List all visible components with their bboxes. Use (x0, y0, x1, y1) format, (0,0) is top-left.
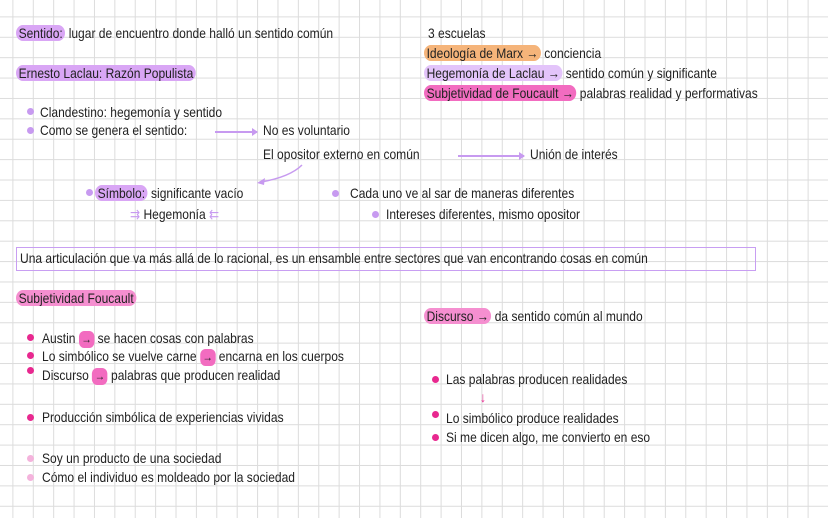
escuela-label: Ideología de Marx → (424, 45, 541, 61)
curved-arrow-icon (255, 162, 305, 187)
bullet-icon (27, 414, 34, 421)
discurso-highlight: Discurso → (424, 308, 491, 324)
como-individuo: Cómo el individuo es moldeado por la sociedad (42, 469, 296, 485)
arrow-icon (458, 155, 524, 157)
bullet-clandestino: Clandestino: hegemonía y sentido (40, 104, 223, 120)
bullet-icon (432, 434, 439, 441)
bullet-icon (27, 455, 34, 462)
text: Austin (42, 330, 76, 346)
escuela-text: conciencia (540, 45, 602, 61)
laclau-title-wrap (16, 65, 196, 82)
laclau-title: Ernesto Laclau: Razón Populista (16, 65, 196, 81)
arrow-icon: → (79, 331, 94, 348)
escuelas-title: 3 escuelas (428, 25, 486, 41)
cada-uno: Cada uno ve al sar de maneras diferentes (350, 185, 575, 201)
intereses: Intereses diferentes, mismo opositor (386, 206, 581, 222)
sentido-text: lugar de encuentro donde halló un sentido común (65, 25, 334, 41)
simbolo-highlight: Símbolo: (95, 185, 148, 201)
escuela-foucault (424, 85, 758, 102)
discurso-text: da sentido común al mundo (491, 308, 643, 324)
simbolico-line (42, 348, 344, 366)
austin-line (42, 330, 254, 348)
text: Discurso (42, 367, 89, 383)
text: Lo simbólico se vuelve carne (42, 348, 197, 364)
bullet-icon (27, 108, 34, 115)
bullet-icon (432, 411, 439, 418)
bullet-icon (27, 334, 34, 341)
simbolico-produce: Lo simbólico produce realidades (446, 410, 619, 426)
union-interes: Unión de interés (530, 146, 618, 162)
bullet-icon (372, 211, 379, 218)
escuela-label: Subjetividad de Foucault → (424, 85, 576, 101)
sentido-highlight: Sentido: (16, 25, 65, 41)
simbolo-line (95, 185, 243, 202)
bullet-como: Como se genera el sentido: (40, 122, 188, 138)
escuela-text: palabras realidad y performativas (576, 85, 758, 101)
bullet-icon (432, 376, 439, 383)
text: palabras que producen realidad (111, 367, 281, 383)
foucault-title: Subjetividad Foucault (16, 290, 136, 306)
bullet-icon (332, 190, 339, 197)
opositor: El opositor externo en común (263, 146, 420, 162)
arrow-icon (215, 131, 257, 133)
si-me-dicen: Si me dicen algo, me convierto en eso (446, 429, 651, 445)
sentido-line (16, 25, 333, 42)
escuela-label: Hegemonía de Laclau → (424, 65, 562, 81)
palabras-producen: Las palabras producen realidades (446, 371, 628, 387)
bullet-icon (27, 127, 34, 134)
bullet-icon (86, 189, 93, 196)
escuela-marx (424, 45, 601, 62)
escuela-text: sentido común y significante (562, 65, 717, 81)
text: encarna en los cuerpos (218, 348, 344, 364)
no-voluntario: No es voluntario (263, 122, 351, 138)
soy-producto: Soy un producto de una sociedad (42, 450, 222, 466)
bullet-icon (27, 474, 34, 481)
produccion: Producción simbólica de experiencias vividas (42, 409, 284, 425)
discurso-line (42, 367, 280, 385)
text: se hacen cosas con palabras (97, 330, 254, 346)
foucault-title-wrap (16, 290, 136, 307)
simbolo-text: significante vacío (147, 185, 244, 201)
hegemonia: Hegemonía (143, 206, 206, 222)
escuela-laclau (424, 65, 717, 82)
arrow-icon: → (92, 368, 107, 385)
boxed-sentence: Una articulación que va más allá de lo racional, es un ensamble entre sectores que van encontrando cosas en común (20, 250, 648, 266)
bullet-icon (27, 352, 34, 359)
arrow-icon: → (200, 349, 215, 366)
down-arrow-icon: ↓ (480, 389, 487, 405)
discurso-title (424, 308, 643, 325)
bullet-icon (27, 367, 34, 374)
hegemonia-line: ⇉ Hegemonía ⇇ (130, 206, 220, 222)
